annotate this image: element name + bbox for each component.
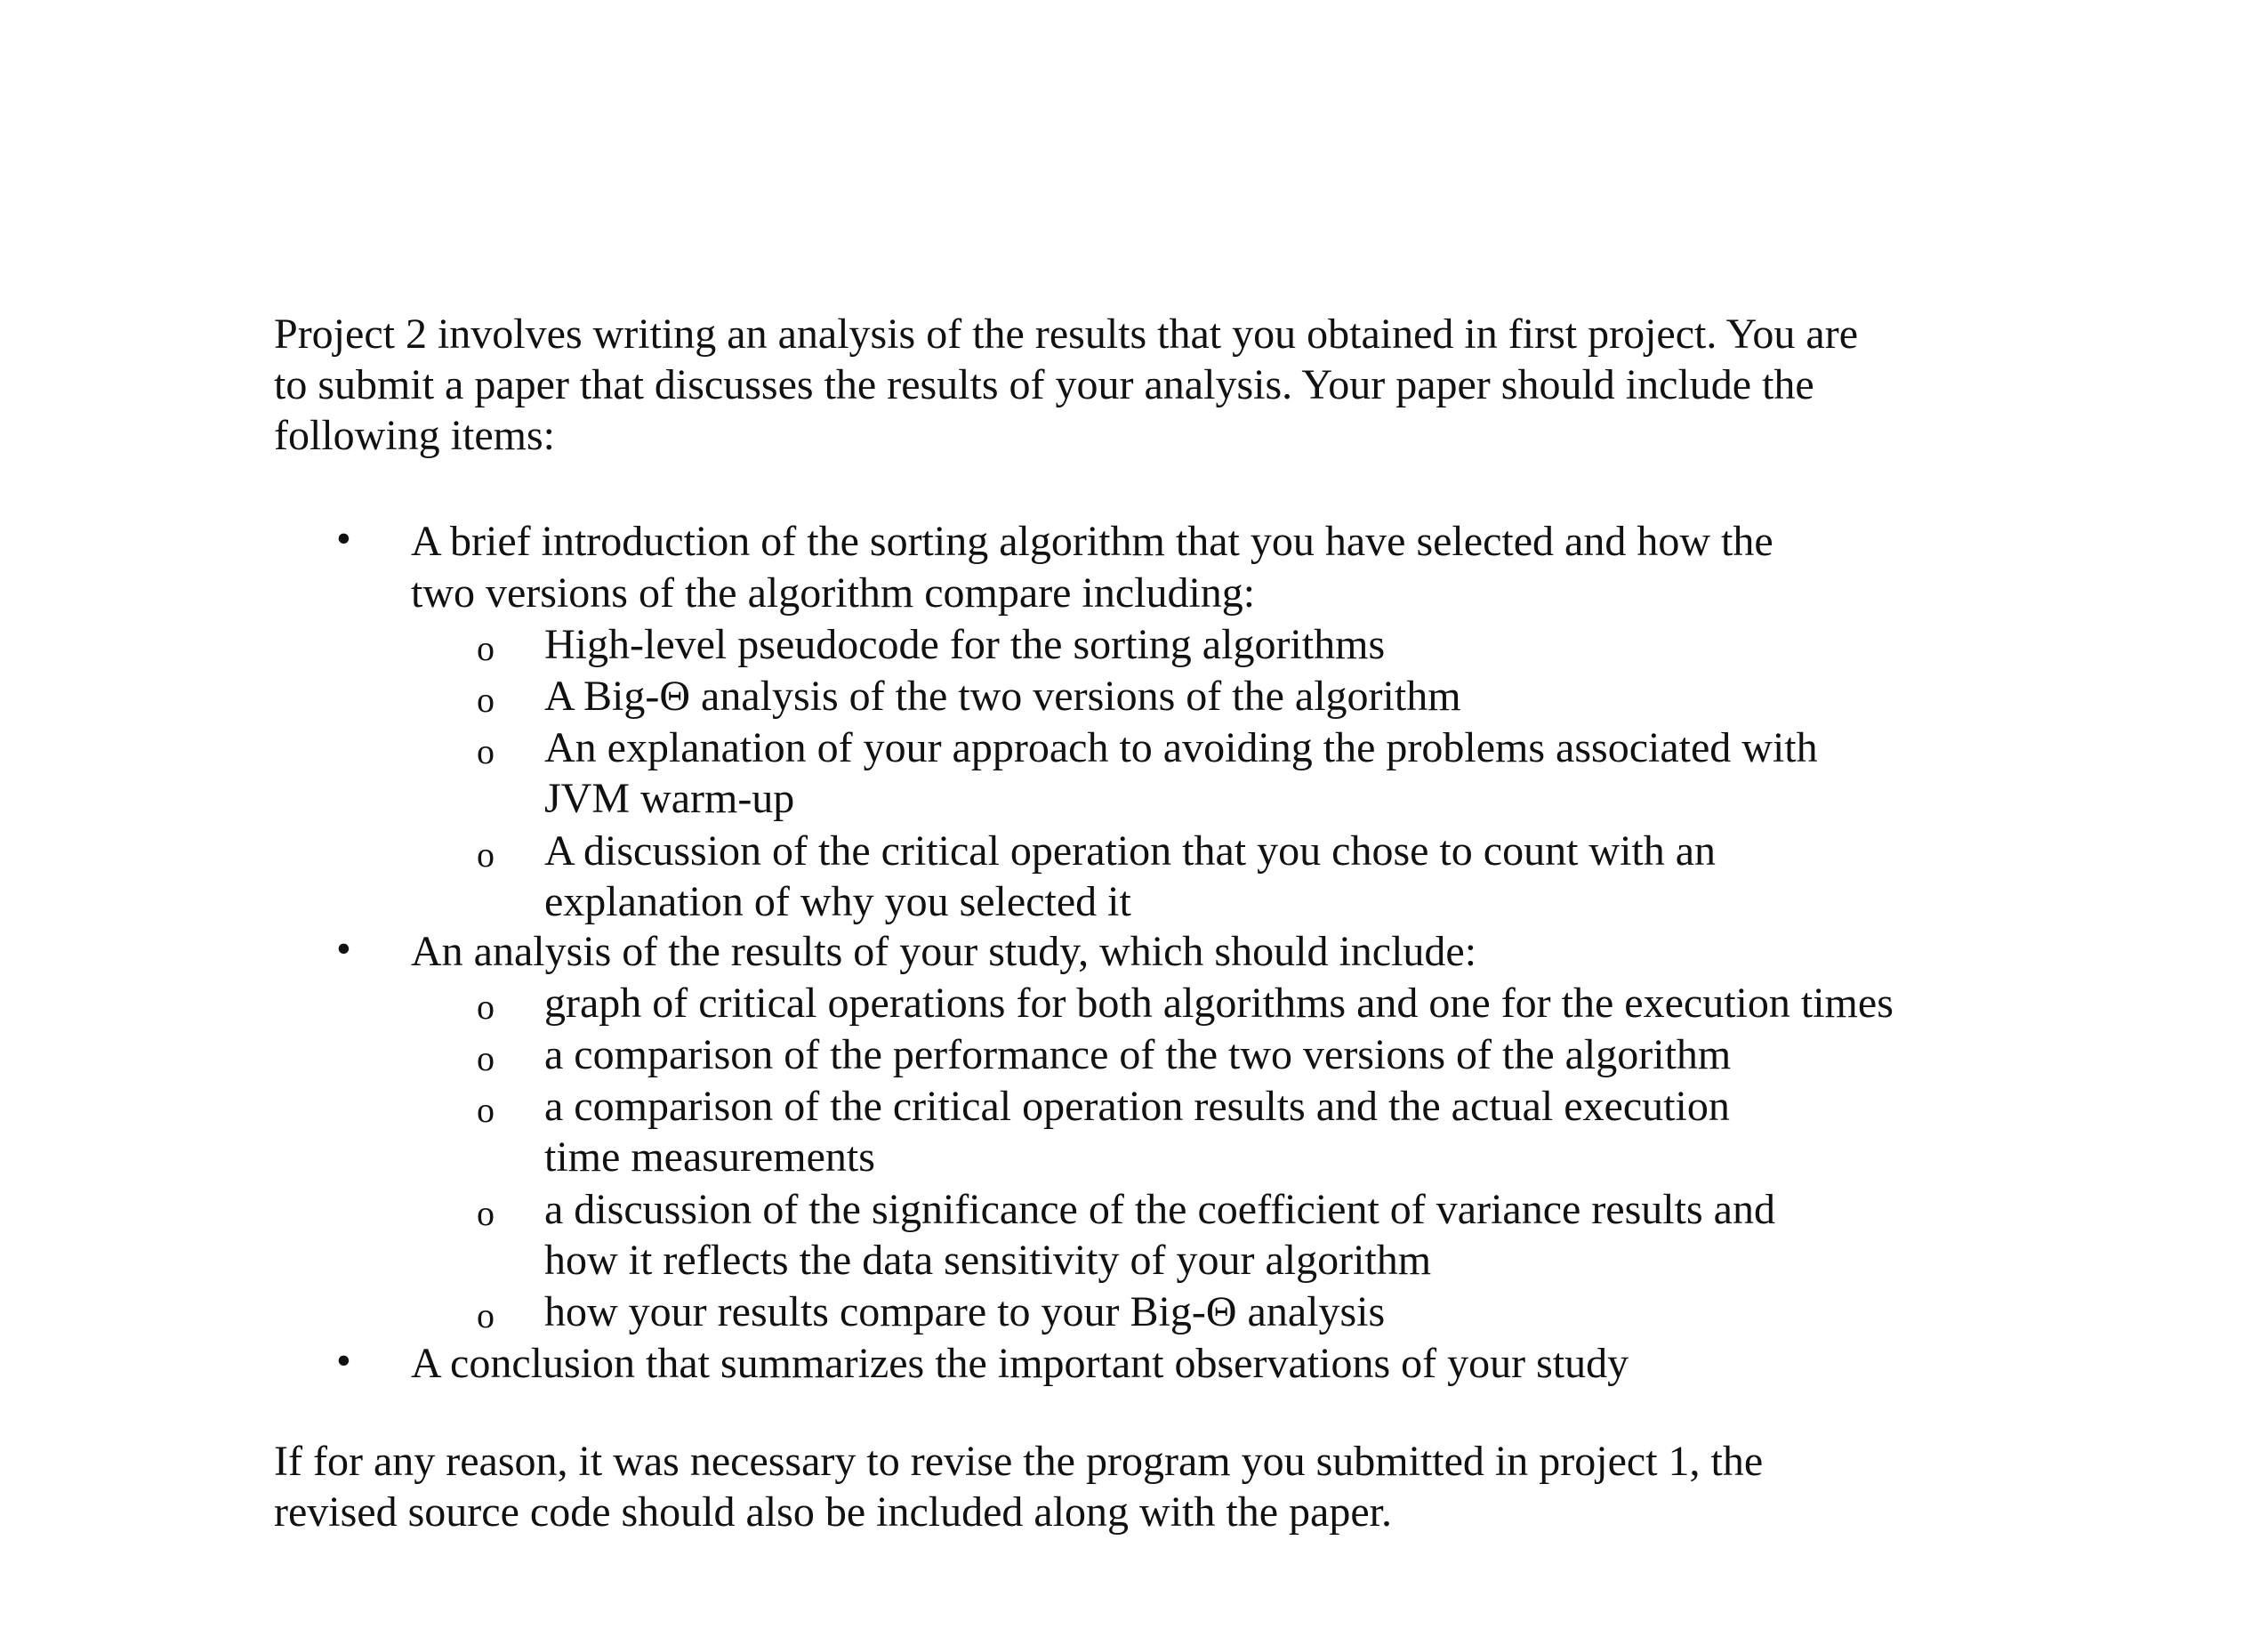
closing-paragraph bbox=[274, 1436, 2017, 1537]
sub-list-item-line: explanation of why you selected it bbox=[544, 878, 1131, 925]
sub-bullet-marker: o bbox=[477, 1090, 495, 1130]
list-item-line: A conclusion that summarizes the important observations of your study bbox=[411, 1340, 1629, 1387]
list-item-line: two versions of the algorithm compare including: bbox=[411, 569, 1256, 617]
sub-list-item-line: how it reflects the data sensitivity of your algorithm bbox=[544, 1237, 1432, 1284]
list-item-line: An analysis of the results of your study, which should include: bbox=[411, 928, 1477, 975]
sub-bullet-marker: o bbox=[477, 1193, 495, 1233]
sub-list-item-line: An explanation of your approach to avoiding the problems associated with bbox=[544, 724, 1818, 771]
sub-list-item-line: time measurements bbox=[544, 1133, 875, 1181]
sub-list-item-line: A Big-Θ analysis of the two versions of the algorithm bbox=[544, 673, 1461, 720]
sub-list-item-line: a comparison of the performance of the two versions of the algorithm bbox=[544, 1031, 1732, 1078]
sub-bullet-marker: o bbox=[477, 628, 495, 668]
sub-list-item-line: a discussion of the significance of the coefficient of variance results and bbox=[544, 1186, 1775, 1233]
sub-list-item-line: graph of critical operations for both algorithms and one for the execution times bbox=[544, 980, 1894, 1027]
sub-bullet-marker: o bbox=[477, 680, 495, 720]
sub-list-item-line: how your results compare to your Big-Θ analysis bbox=[544, 1288, 1386, 1335]
sub-list-item-line: a comparison of the critical operation results and the actual execution bbox=[544, 1083, 1730, 1130]
sub-bullet-marker: o bbox=[477, 1295, 495, 1335]
intro-line: to submit a paper that discusses the results of your analysis. Your paper should include the bbox=[274, 361, 1814, 408]
intro-line: following items: bbox=[274, 412, 555, 459]
sub-list-item-line: High-level pseudocode for the sorting algorithms bbox=[544, 621, 1386, 668]
sub-bullet-marker: o bbox=[477, 835, 495, 875]
sub-list-item-line: JVM warm-up bbox=[544, 775, 795, 822]
sub-bullet-marker: o bbox=[477, 1038, 495, 1078]
closing-line: If for any reason, it was necessary to revise the program you submitted in project 1, the bbox=[274, 1438, 1764, 1485]
sub-list-item-line: A discussion of the critical operation that you chose to count with an bbox=[544, 827, 1717, 875]
list-item-line: A brief introduction of the sorting algorithm that you have selected and how the bbox=[411, 518, 1773, 565]
intro-paragraph bbox=[274, 309, 2017, 461]
bullet-marker: • bbox=[336, 515, 351, 562]
bullet-marker: • bbox=[336, 925, 351, 972]
intro-line: Project 2 involves writing an analysis of the results that you obtained in first project. You are bbox=[274, 310, 1859, 358]
closing-line: revised source code should also be included along with the paper. bbox=[274, 1488, 1392, 1536]
bullet-marker: • bbox=[336, 1337, 351, 1384]
sub-bullet-marker: o bbox=[477, 987, 495, 1027]
sub-bullet-marker: o bbox=[477, 731, 495, 771]
